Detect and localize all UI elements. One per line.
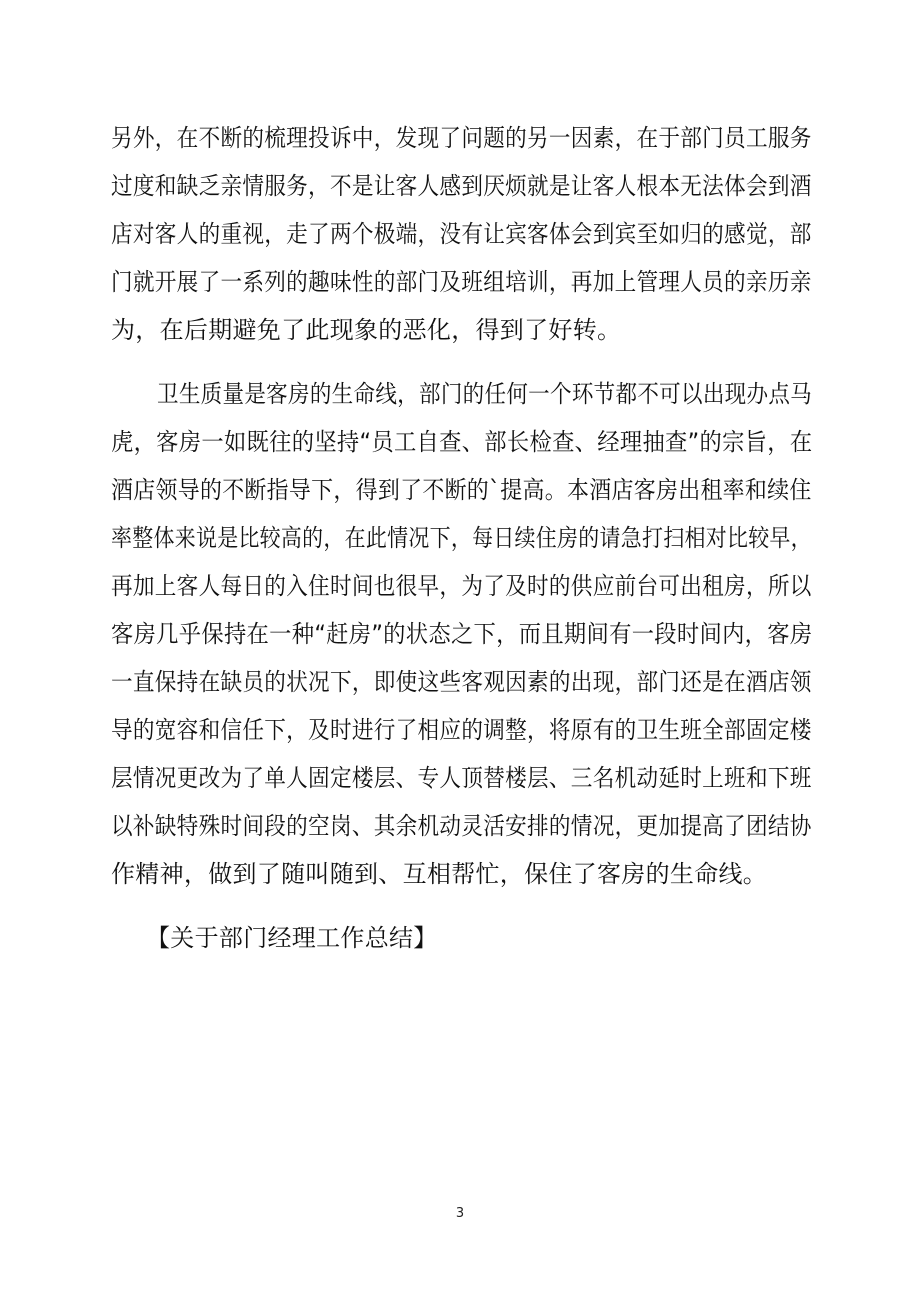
paragraph-line: 虎，客房一如既往的坚持“员工自查、部长检查、经理抽查”的宗旨，在: [111, 428, 813, 456]
paragraph-line: 率整体来说是比较高的，在此情况下，每日续住房的请急打扫相对比较早，: [111, 524, 812, 552]
page-number: 3: [455, 1206, 465, 1221]
paragraph-line: 作精神，做到了随叫随到、互相帮忙，保住了客房的生命线。: [111, 860, 768, 888]
paragraph-line: 一直保持在缺员的状况下，即使这些客观因素的出现，部门还是在酒店领: [111, 668, 812, 696]
paragraph-line: 再加上客人每日的入住时间也很早，为了及时的供应前台可出租房，所以: [111, 572, 812, 600]
paragraph-line: 过度和缺乏亲情服务，不是让客人感到厌烦就是让客人根本无法体会到酒: [111, 172, 812, 200]
paragraph-line: 层情况更改为了单人固定楼层、专人顶替楼层、三名机动延时上班和下班: [111, 764, 812, 792]
paragraph-line: 导的宽容和信任下，及时进行了相应的调整，将原有的卫生班全部固定楼: [111, 716, 812, 744]
paragraph-line: 另外，在不断的梳理投诉中，发现了问题的另一因素，在于部门员工服务: [111, 124, 812, 152]
paragraph-line: 店对客人的重视，走了两个极端，没有让宾客体会到宾至如归的感觉，部: [111, 220, 812, 248]
paragraph-line: 以补缺特殊时间段的空岗、其余机动灵活安排的情况，更加提高了团结协: [111, 812, 812, 840]
paragraph-line: 为，在后期避免了此现象的恶化，得到了好转。: [111, 316, 622, 344]
paragraph-line: 客房几乎保持在一种“赶房”的状态之下，而且期间有一段时间内，客房: [111, 620, 813, 648]
paragraph-line: 酒店领导的不断指导下，得到了不断的`提高。本酒店客房出租率和续住: [111, 476, 812, 504]
heading-line: 【关于部门经理工作总结】: [146, 924, 438, 952]
paragraph-line: 卫生质量是客房的生命线，部门的任何一个环节都不可以出现办点马: [157, 380, 812, 408]
paragraph-line: 门就开展了一系列的趣味性的部门及班组培训，再加上管理人员的亲历亲: [111, 268, 812, 296]
